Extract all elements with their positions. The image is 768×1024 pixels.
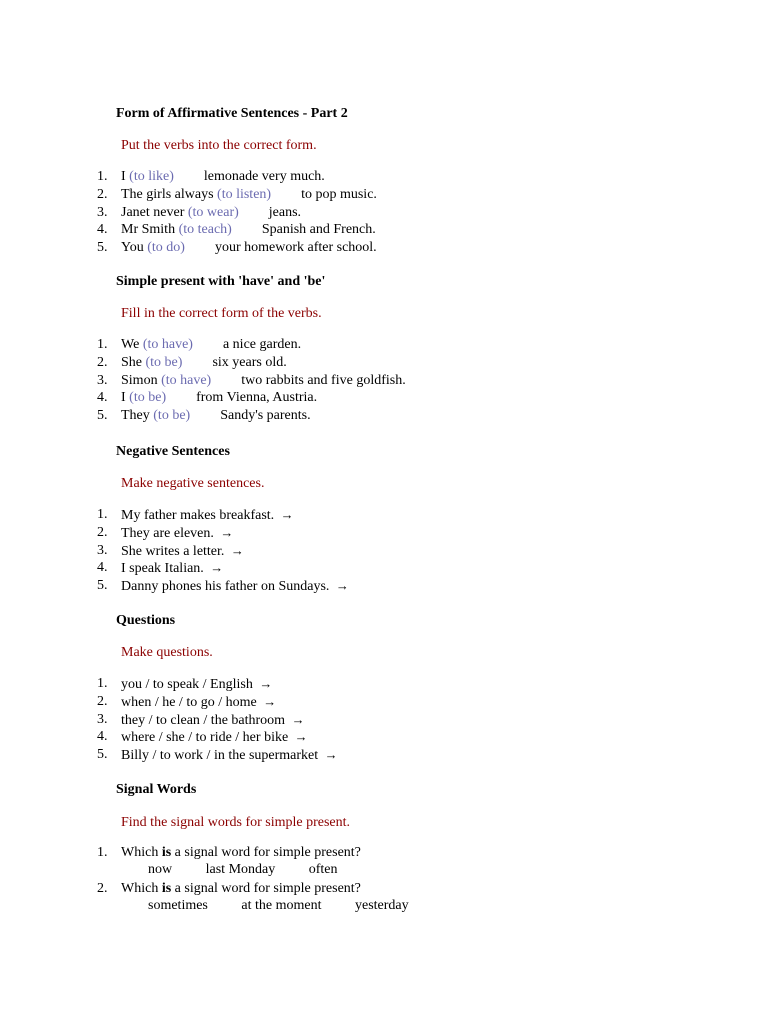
option-word[interactable]: sometimes: [148, 898, 208, 913]
signal-options-1: [148, 862, 368, 878]
arrow-right-icon: →: [294, 729, 308, 745]
arrow-right-icon: →: [335, 578, 349, 594]
arrow-right-icon: →: [291, 711, 305, 727]
option-word[interactable]: yesterday: [354, 898, 409, 913]
arrow-right-icon: →: [210, 560, 224, 576]
option-word[interactable]: at the moment: [241, 898, 322, 913]
arrow-right-icon: →: [280, 507, 294, 522]
section-heading-negative: Negative Sentences: [116, 444, 230, 459]
section-heading-affirmative: Form of Affirmative Sentences - Part 2: [116, 106, 348, 121]
section-heading-have-be: Simple present with 'have' and 'be': [116, 274, 326, 289]
arrow-right-icon: →: [259, 676, 273, 691]
arrow-right-icon: →: [324, 747, 338, 763]
section-heading-questions: Questions: [116, 613, 176, 628]
section-heading-signal-words: Signal Words: [116, 782, 197, 797]
arrow-right-icon: →: [263, 693, 277, 709]
instruction-have-be: Fill in the correct form of the verbs.: [121, 306, 322, 321]
arrow-right-icon: →: [230, 542, 244, 558]
instruction-negative: Make negative sentences.: [121, 476, 265, 491]
instruction-questions: Make questions.: [121, 645, 213, 660]
worksheet-page: Form of Affirmative Sentences - Part 2 Put the verbs into the correct form. 1. I (to like) lemonade very much. 2. The girls always (to listen) to pop music. 3. Janet never (to wear) jeans. 4. Mr Smith (to teach) Spanish and French. 5. You (to do) your homework after school. Simple present with 'have' and 'be' Fill in the correct form of the verbs. 1. We (to have) a nice garden. 2. She (to be) six years old. 3. Simon (to have) two rabbits and five goldfish. 4. I (to be) from Vienna, Austria. 5. They (to be) Sandy's parents. Negative Sentences Make negative sentences. 1. My father makes breakfast. → 2. They are eleven. → 3. She writes a letter. → 4. I speak Italian. → 5. Danny phones his father on Sundays. → Questions Make questions. 1. you / to speak / English → 2. when / he / to go / home → 3. they / to clean / the bathroom → 4. where / she / to ride / her bike → 5. Billy / to work / in the supermarket → Signal Words Find the signal words for simple present. 1. Which is a signal word for simple present? now last Monday often 2. Which is a signal word for simple present? sometimes at the moment yesterday: [0, 0, 768, 1024]
instruction-affirmative: Put the verbs into the correct form.: [121, 138, 317, 153]
option-word[interactable]: last Monday: [205, 862, 276, 877]
arrow-right-icon: →: [220, 524, 234, 540]
signal-question-2: 2. Which is a signal word for simple present?: [97, 881, 361, 896]
signal-options-2: [148, 898, 439, 914]
option-word[interactable]: often: [308, 862, 338, 877]
signal-question-1: 1. Which is a signal word for simple present?: [97, 845, 361, 860]
instruction-signal-words: Find the signal words for simple present.: [121, 815, 351, 830]
option-word[interactable]: now: [148, 862, 173, 877]
